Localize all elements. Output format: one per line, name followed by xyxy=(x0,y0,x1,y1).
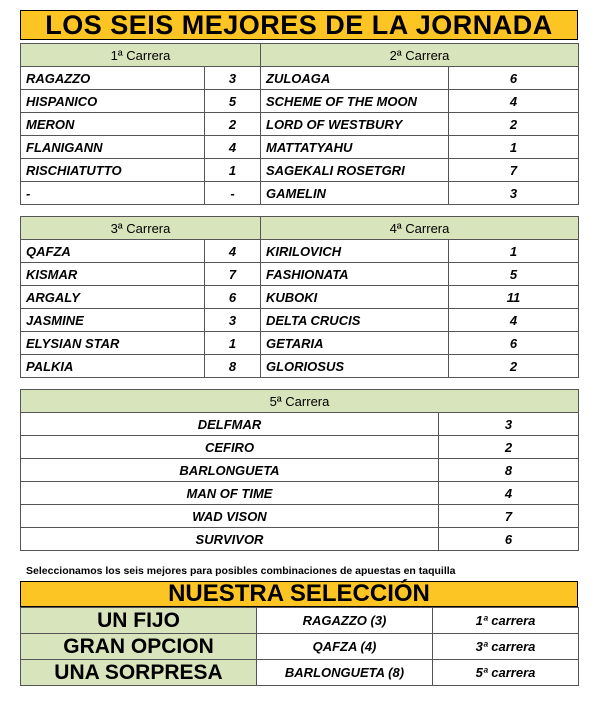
race-header-row xyxy=(21,217,579,240)
horse-name: KIRILOVICH xyxy=(261,240,449,263)
horse-number: 6 xyxy=(439,528,579,551)
horse-number: 5 xyxy=(449,263,579,286)
race-3-header: 3ª Carrera xyxy=(21,217,261,240)
race-2-header: 2ª Carrera xyxy=(261,44,579,67)
table-row xyxy=(21,263,579,286)
horse-name: GLORIOSUS xyxy=(261,355,449,378)
selection-row xyxy=(21,660,579,686)
horse-name: ELYSIAN STAR xyxy=(21,332,205,355)
race-5-header: 5ª Carrera xyxy=(21,390,579,413)
horse-name: SCHEME OF THE MOON xyxy=(261,90,449,113)
table-row xyxy=(21,355,579,378)
horse-number: 8 xyxy=(439,459,579,482)
horse-number: 3 xyxy=(205,309,261,332)
table-row xyxy=(21,67,579,90)
races-1-2-table xyxy=(20,43,579,205)
horse-name: SURVIVOR xyxy=(21,528,439,551)
horse-number: 4 xyxy=(205,240,261,263)
horse-name: MERON xyxy=(21,113,205,136)
horse-number: 4 xyxy=(449,90,579,113)
horse-name: LORD OF WESTBURY xyxy=(261,113,449,136)
horse-number: 5 xyxy=(205,90,261,113)
horse-name: SAGEKALI ROSETGRI xyxy=(261,159,449,182)
horse-number: 2 xyxy=(205,113,261,136)
table-row xyxy=(21,90,579,113)
horse-name: ZULOAGA xyxy=(261,67,449,90)
horse-name: ARGALY xyxy=(21,286,205,309)
selection-horse: RAGAZZO (3) xyxy=(257,608,433,634)
horse-name: PALKIA xyxy=(21,355,205,378)
horse-number: 1 xyxy=(205,159,261,182)
table-row xyxy=(21,459,579,482)
horse-name: DELFMAR xyxy=(21,413,439,436)
horse-number: 6 xyxy=(449,67,579,90)
horse-name: DELTA CRUCIS xyxy=(261,309,449,332)
horse-number: 4 xyxy=(439,482,579,505)
table-row xyxy=(21,240,579,263)
horse-number: 4 xyxy=(449,309,579,332)
horse-name: CEFIRO xyxy=(21,436,439,459)
horse-number: 6 xyxy=(449,332,579,355)
selection-note: Seleccionamos los seis mejores para posibles combinaciones de apuestas en taquilla xyxy=(26,565,456,577)
horse-number: 1 xyxy=(449,136,579,159)
table-row xyxy=(21,413,579,436)
horse-number: 11 xyxy=(449,286,579,309)
table-row xyxy=(21,182,579,205)
race-1-header: 1ª Carrera xyxy=(21,44,261,67)
horse-number: 7 xyxy=(439,505,579,528)
horse-name: - xyxy=(21,182,205,205)
selection-row xyxy=(21,634,579,660)
horse-name: HISPANICO xyxy=(21,90,205,113)
horse-number: 1 xyxy=(205,332,261,355)
horse-name: KUBOKI xyxy=(261,286,449,309)
selection-race: 3ª carrera xyxy=(433,634,579,660)
race-header-row xyxy=(21,390,579,413)
table-row xyxy=(21,136,579,159)
horse-name: MAN OF TIME xyxy=(21,482,439,505)
table-row xyxy=(21,482,579,505)
horse-name: RISCHIATUTTO xyxy=(21,159,205,182)
horse-name: GETARIA xyxy=(261,332,449,355)
horse-number: 1 xyxy=(449,240,579,263)
selection-race: 1ª carrera xyxy=(433,608,579,634)
selection-label: UN FIJO xyxy=(21,608,257,634)
horse-name: QAFZA xyxy=(21,240,205,263)
selection-table xyxy=(20,607,579,686)
table-row xyxy=(21,113,579,136)
horse-name: GAMELIN xyxy=(261,182,449,205)
page-title: LOS SEIS MEJORES DE LA JORNADA xyxy=(20,10,578,40)
horse-name: FLANIGANN xyxy=(21,136,205,159)
selection-race: 5ª carrera xyxy=(433,660,579,686)
race-4-header: 4ª Carrera xyxy=(261,217,579,240)
horse-number: 6 xyxy=(205,286,261,309)
horse-number: 2 xyxy=(449,355,579,378)
selection-title: NUESTRA SELECCIÓN xyxy=(20,581,578,607)
horse-number: - xyxy=(205,182,261,205)
selection-label: UNA SORPRESA xyxy=(21,660,257,686)
selection-label: GRAN OPCION xyxy=(21,634,257,660)
races-3-4-table xyxy=(20,216,579,378)
horse-number: 3 xyxy=(439,413,579,436)
table-row xyxy=(21,159,579,182)
horse-name: KISMAR xyxy=(21,263,205,286)
horse-number: 2 xyxy=(439,436,579,459)
horse-name: BARLONGUETA xyxy=(21,459,439,482)
horse-number: 8 xyxy=(205,355,261,378)
selection-row xyxy=(21,608,579,634)
horse-number: 3 xyxy=(449,182,579,205)
horse-number: 7 xyxy=(205,263,261,286)
horse-number: 3 xyxy=(205,67,261,90)
race-5-table xyxy=(20,389,579,551)
race-header-row xyxy=(21,44,579,67)
horse-name: WAD VISON xyxy=(21,505,439,528)
table-row xyxy=(21,436,579,459)
horse-name: RAGAZZO xyxy=(21,67,205,90)
horse-number: 4 xyxy=(205,136,261,159)
table-row xyxy=(21,332,579,355)
table-row xyxy=(21,505,579,528)
table-row xyxy=(21,309,579,332)
table-row xyxy=(21,286,579,309)
horse-name: MATTATYAHU xyxy=(261,136,449,159)
selection-horse: BARLONGUETA (8) xyxy=(257,660,433,686)
horse-number: 7 xyxy=(449,159,579,182)
selection-horse: QAFZA (4) xyxy=(257,634,433,660)
horse-name: FASHIONATA xyxy=(261,263,449,286)
horse-name: JASMINE xyxy=(21,309,205,332)
table-row xyxy=(21,528,579,551)
horse-number: 2 xyxy=(449,113,579,136)
